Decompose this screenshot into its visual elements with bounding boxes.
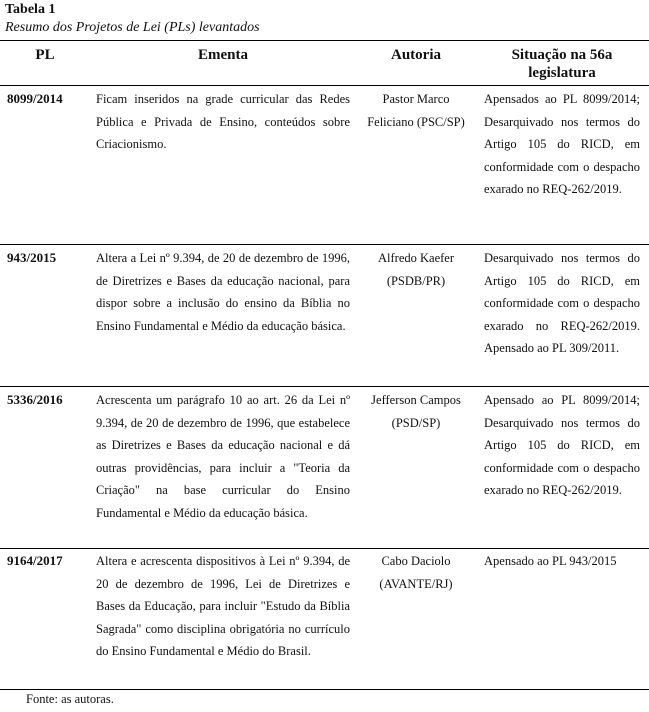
table-source: Fonte: as autoras. xyxy=(26,692,114,706)
header-autoria: Autoria xyxy=(391,47,441,63)
cell-pl: 8099/2014 xyxy=(7,91,63,106)
cell-pl: 943/2015 xyxy=(7,250,57,265)
cell-pl: 5336/2016 xyxy=(7,392,63,407)
cell-autoria: Pastor Marco Feliciano (PSC/SP) xyxy=(367,92,465,129)
cell-situacao: Apensado ao PL 943/2015 xyxy=(484,554,617,568)
header-rule xyxy=(0,85,649,86)
cell-autoria: Cabo Daciolo (AVANTE/RJ) xyxy=(379,554,453,591)
row-divider xyxy=(0,548,649,549)
cell-ementa: Acrescenta um parágrafo 10 ao art. 26 da Lei nº 9.394, de 20 de dezembro de 1996, que estabelece as Diretrizes e Bases da educação nacional e dá outras providências, para incluir a "Teoria da Criação" na base curricular do Ensino Fundamental e Médio da educação básica. xyxy=(96,393,350,520)
cell-autoria: Alfredo Kaefer (PSDB/PR) xyxy=(378,251,454,288)
table-subtitle: Resumo dos Projetos de Lei (PLs) levantados xyxy=(5,20,260,35)
row-divider xyxy=(0,386,649,387)
header-ementa: Ementa xyxy=(198,47,248,63)
header-situacao: Situação na 56a legislatura xyxy=(511,47,613,81)
cell-ementa: Ficam inseridos na grade curricular das Redes Pública e Privada de Ensino, conteúdos sobre Criacionismo. xyxy=(96,92,350,152)
cell-situacao: Apensado ao PL 8099/2014; Desarquivado nos termos do Artigo 105 do RICD, em conformidade com o despacho exarado no REQ-262/2019. xyxy=(484,393,640,498)
bottom-rule xyxy=(0,689,649,690)
top-rule xyxy=(0,40,649,41)
cell-situacao: Desarquivado nos termos do Artigo 105 do RICD, em conformidade com o despacho exarado no REQ-262/2019. Apensado ao PL 309/2011. xyxy=(484,251,640,356)
row-divider xyxy=(0,244,649,245)
cell-ementa: Altera a Lei nº 9.394, de 20 de dezembro de 1996, de Diretrizes e Bases da educação nacional, para dispor sobre a inclusão do ensino da Bíblia no Ensino Fundamental e Médio da educação básica. xyxy=(96,251,350,333)
cell-ementa: Altera e acrescenta dispositivos à Lei nº 9.394, de 20 de dezembro de 1996, Lei de Diretrizes e Bases da Educação, para incluir "Estudo da Bíblia Sagrada" como disciplina obrigatória no currículo do Ensino Fundamental e Médio do Brasil. xyxy=(96,554,350,659)
cell-pl: 9164/2017 xyxy=(7,553,63,568)
table-title: Tabela 1 xyxy=(5,2,56,17)
cell-situacao: Apensados ao PL 8099/2014; Desarquivado nos termos do Artigo 105 do RICD, em conformidade com o despacho exarado no REQ-262/2019. xyxy=(484,92,640,197)
cell-autoria: Jefferson Campos (PSD/SP) xyxy=(371,393,461,430)
header-pl: PL xyxy=(35,47,55,63)
